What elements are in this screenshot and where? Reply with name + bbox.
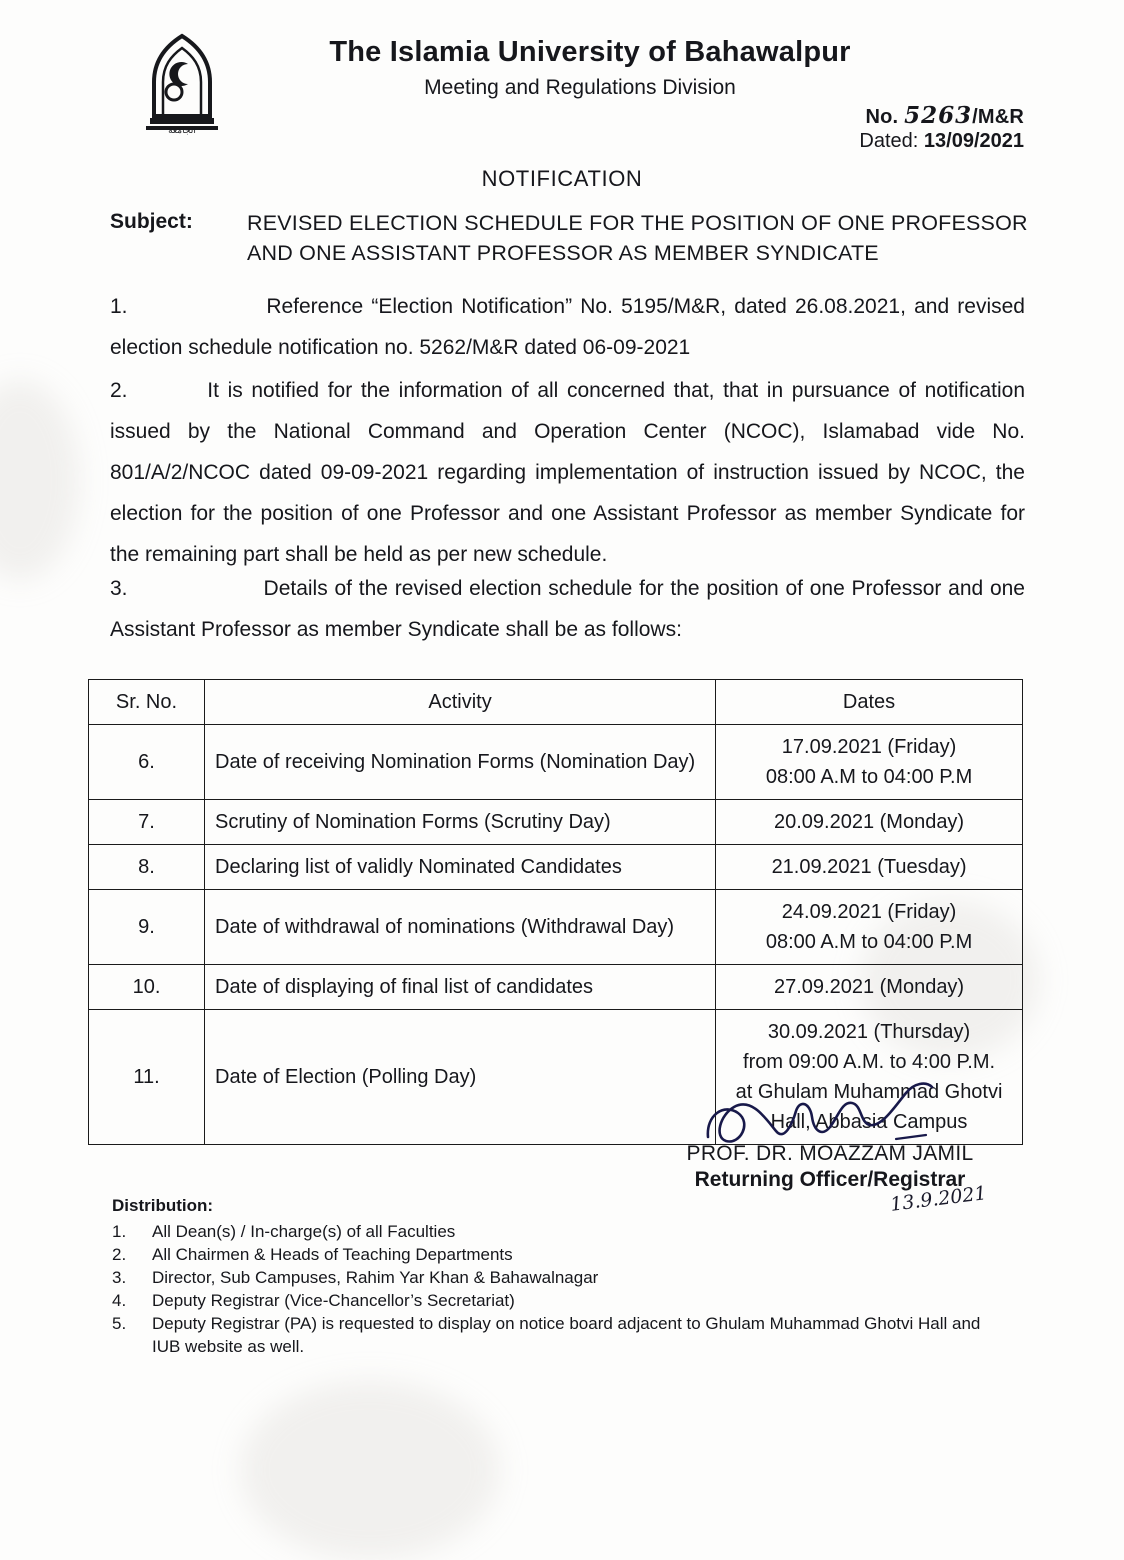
university-crest-logo (128, 30, 236, 138)
cell-dates: 21.09.2021 (Tuesday) (716, 845, 1023, 890)
paragraph-1-text: Reference “Election Notification” No. 5195/M&R, dated 26.08.2021, and revised election schedule notification no. 5262/M&R dated 06-09-2021 (110, 295, 1025, 359)
cell-dates: 20.09.2021 (Monday) (716, 800, 1023, 845)
paragraph-2-text: It is notified for the information of all concerned that, that in pursuance of notification issued by the National Command and Operation Center (NCOC), Islamabad vide No. 801/A/2/NCOC dated 09-09-2021 regarding implementation of instruction issued by NCOC, the election for the position of one Professor and one Assistant Professor as member Syndicate for the remaining part shall be held as per new schedule. (110, 379, 1026, 566)
cell-sr-no: 7. (89, 800, 205, 845)
distribution-item (112, 1289, 1012, 1312)
distribution-item-number: 3. (112, 1268, 127, 1287)
cell-sr-no: 9. (89, 890, 205, 965)
paragraph-2 (110, 370, 1025, 575)
cell-dates: 24.09.2021 (Friday) 08:00 A.M to 04:00 P.M (716, 890, 1023, 965)
distribution-item (112, 1266, 1012, 1289)
table-header-row (89, 680, 1023, 725)
division-name: Meeting and Regulations Division (424, 76, 736, 99)
cell-sr-no: 6. (89, 725, 205, 800)
paragraph-3-number: 3. (110, 577, 128, 600)
distribution-item-number: 2. (112, 1245, 127, 1264)
table-row (89, 1010, 1023, 1145)
scan-smudge (240, 1380, 500, 1560)
cell-sr-no: 11. (89, 1010, 205, 1145)
distribution-item-text: Deputy Registrar (PA) is requested to display on notice board adjacent to Ghulam Muhammad Ghotvi Hall and IUB website as well. (152, 1314, 981, 1356)
distribution-item-text: All Dean(s) / In-charge(s) of all Faculties (152, 1222, 456, 1241)
cell-activity: Scrutiny of Nomination Forms (Scrutiny Day) (205, 800, 716, 845)
distribution-item (112, 1220, 1012, 1243)
subject-label: Subject: (110, 210, 193, 233)
distribution-item-number: 1. (112, 1222, 127, 1241)
paragraph-1 (110, 286, 1025, 368)
distribution-item (112, 1312, 1012, 1358)
dated-value: 13/09/2021 (923, 130, 1024, 152)
cell-dates: 30.09.2021 (Thursday) from 09:00 A.M. to 4:00 P.M. at Ghulam Muhammad Ghotvi Hall, Abbasia Campus (716, 1010, 1023, 1145)
notification-number (865, 102, 1024, 129)
cell-dates: 27.09.2021 (Monday) (716, 965, 1023, 1010)
paragraph-3-text: Details of the revised election schedule for the position of one Professor and one Assistant Professor as member Syndicate shall be as follows: (110, 577, 1025, 641)
university-name: The Islamia University of Bahawalpur (329, 36, 851, 68)
scan-smudge (0, 380, 80, 580)
signatory-role: Returning Officer/Registrar (694, 1168, 966, 1191)
distribution-item (112, 1243, 1012, 1266)
paragraph-2-number: 2. (110, 379, 128, 402)
cell-sr-no: 10. (89, 965, 205, 1010)
no-suffix: /M&R (972, 106, 1024, 128)
cell-sr-no: 8. (89, 845, 205, 890)
cell-activity: Date of receiving Nomination Forms (Nomination Day) (205, 725, 716, 800)
distribution-list (112, 1220, 1012, 1358)
table-row (89, 965, 1023, 1010)
cell-dates: 17.09.2021 (Friday) 08:00 A.M to 04:00 P.M (716, 725, 1023, 800)
distribution-item-text: Deputy Registrar (Vice-Chancellor’s Secretariat) (152, 1291, 515, 1310)
no-label: No. (865, 106, 899, 128)
distribution-item-text: All Chairmen & Heads of Teaching Departments (152, 1245, 513, 1264)
cell-activity: Declaring list of validly Nominated Candidates (205, 845, 716, 890)
column-header-activity: Activity (205, 680, 716, 725)
subject-text: REVISED ELECTION SCHEDULE FOR THE POSITION OF ONE PROFESSOR AND ONE ASSISTANT PROFESSOR AS MEMBER SYNDICATE (247, 211, 1028, 265)
cell-activity: Date of withdrawal of nominations (Withdrawal Day) (205, 890, 716, 965)
distribution-item-number: 5. (112, 1314, 127, 1333)
paragraph-3 (110, 568, 1025, 650)
column-header-sr-no: Sr. No. (89, 680, 205, 725)
table-row (89, 890, 1023, 965)
no-handwritten-value: 5263 (904, 102, 973, 129)
signatory-name: PROF. DR. MOAZZAM JAMIL (686, 1142, 974, 1165)
distribution-item-number: 4. (112, 1291, 127, 1310)
table-row (89, 800, 1023, 845)
distribution-item-text: Director, Sub Campuses, Rahim Yar Khan & Bahawalnagar (152, 1268, 599, 1287)
paragraph-1-number: 1. (110, 295, 128, 318)
page-title: NOTIFICATION (481, 166, 643, 191)
election-schedule-table (88, 679, 1023, 1145)
table-row (89, 725, 1023, 800)
svg-text:الجامعة: الجامعة (168, 126, 196, 136)
notification-date (859, 130, 1024, 153)
table-row (89, 845, 1023, 890)
document-header (0, 14, 1124, 164)
signature-handwritten-date: 13.9.2021 (889, 1182, 988, 1216)
column-header-dates: Dates (716, 680, 1023, 725)
cell-activity: Date of Election (Polling Day) (205, 1010, 716, 1145)
distribution-title: Distribution: (112, 1196, 214, 1215)
cell-activity: Date of displaying of final list of candidates (205, 965, 716, 1010)
dated-label: Dated: (859, 130, 919, 152)
